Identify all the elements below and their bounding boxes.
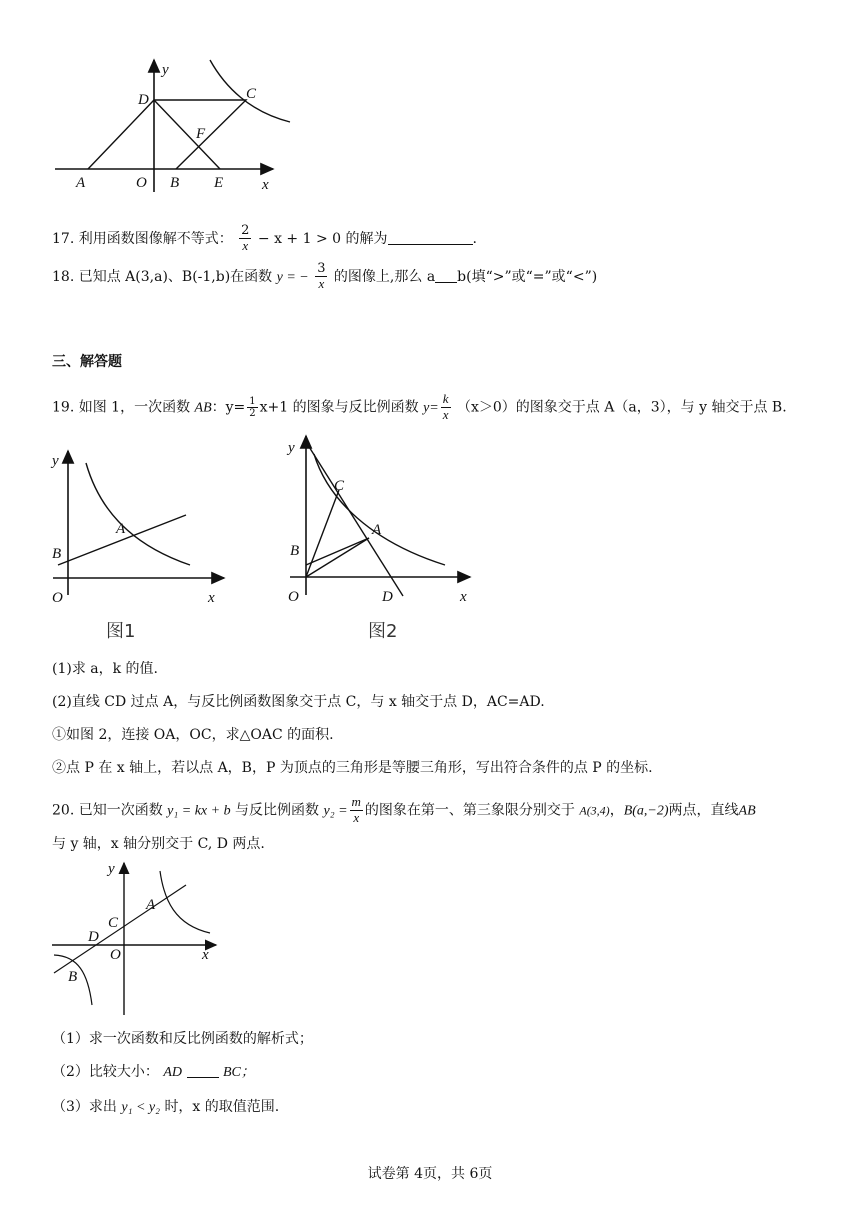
label-O: O — [288, 589, 299, 605]
label-x: x — [202, 947, 209, 963]
question-17: 17. 利用函数图像解不等式： $\frac{2}{x}$ − x + 1 > 0 的解为 . — [52, 223, 477, 253]
question-20-line-2: 与 y 轴，x 轴分别交于 C, D 两点. — [52, 836, 265, 852]
label-C: C — [246, 86, 257, 102]
label-B: B — [290, 543, 300, 559]
label-D: D — [88, 929, 99, 945]
label-E: E — [214, 175, 224, 191]
label-O: O — [136, 175, 147, 191]
question-19-part-1: (1)求 a，k 的值. — [52, 661, 159, 677]
label-A: A — [146, 897, 156, 913]
figure-3 — [50, 855, 225, 1020]
label-A: A — [116, 521, 126, 537]
label-x: x — [208, 590, 215, 606]
label-y: y — [108, 861, 115, 877]
question-19-part-2: (2)直线 CD 过点 A，与反比例函数图象交于点 C，与 x 轴交于点 D，AC=AD. — [52, 694, 545, 710]
label-y: y — [288, 440, 295, 456]
question-20-part-2: （2）比较大小： AD BC； — [52, 1064, 255, 1080]
label-O: O — [52, 590, 63, 606]
label-D: D — [138, 92, 149, 108]
answer-blank — [187, 1063, 219, 1078]
label-x: x — [460, 589, 467, 605]
label-B: B — [68, 969, 78, 985]
label-D: D — [382, 589, 393, 605]
caption-fig2: 图2 — [368, 621, 398, 642]
label-F: F — [196, 126, 206, 142]
label-B: B — [170, 175, 180, 191]
label-B: B — [52, 546, 62, 562]
question-19: 19. 如图 1，一次函数 AB：y= $\frac{1}{2}$ x+1 的图象与反比例函数 y= $\frac{k}{x}$ （x＞0）的图象交于点 A（a，3），与 y 轴交于点 B. — [52, 391, 787, 422]
figure-2 — [280, 430, 480, 645]
question-19-part-2-2: ②点 P 在 x 轴上，若以点 A，B，P 为顶点的三角形是等腰三角形，写出符合条件的点 P 的坐标. — [52, 760, 653, 776]
question-19-part-2-1: ①如图 2，连接 OA，OC，求△OAC 的面积. — [52, 727, 334, 743]
page-footer: 试卷第 4页，共 6页 — [367, 1166, 493, 1182]
question-20: 20. 已知一次函数 y₁ = kx + b 与反比例函数 y₂ = $\frac{m}{x}$ 的图象在第一、第三象限分别交于 A(3,4)，B(a,−2)两点，直线AB — [52, 794, 756, 825]
section-heading: 三、解答题 — [52, 354, 122, 370]
figure-top-parallelogram — [50, 52, 300, 197]
question-18: 18. 已知点 A(3,a)、B(-1,b)在函数 y = − $\frac{3}{x}$ 的图像上,那么 a b(填“>”或“=”或“<”) — [52, 261, 598, 291]
label-A: A — [372, 522, 382, 538]
answer-blank — [435, 268, 457, 283]
label-C: C — [108, 915, 119, 931]
label-x: x — [262, 177, 269, 193]
question-20-part-1: （1）求一次函数和反比例函数的解析式； — [52, 1031, 313, 1047]
label-C: C — [334, 478, 345, 494]
caption-fig1: 图1 — [106, 621, 136, 642]
figure-1 — [48, 445, 238, 645]
label-A: A — [76, 175, 86, 191]
label-y: y — [52, 453, 59, 469]
label-O: O — [110, 947, 121, 963]
answer-blank — [388, 230, 473, 245]
question-20-part-3: （3）求出 y₁ < y₂ 时，x 的取值范围. — [52, 1099, 280, 1115]
label-y: y — [162, 62, 169, 78]
